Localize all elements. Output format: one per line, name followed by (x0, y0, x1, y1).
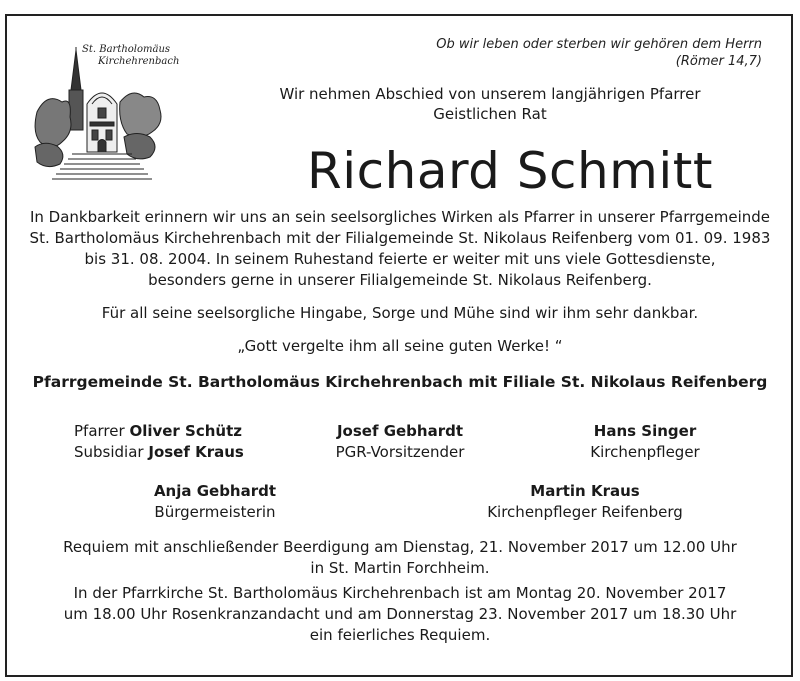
requiem-info (20, 537, 780, 579)
body-line: St. Bartholomäus Kirchehrenbach mit der Filialgemeinde St. Nikolaus Reifenberg vom 01. 09. 1983 (29, 229, 771, 247)
body-line: In Dankbarkeit erinnern wir uns an sein seelsorgliches Wirken als Pfarrer in unserer Pfarrgemeinde (29, 208, 771, 226)
verse-text: Ob wir leben oder sterben wir gehören dem Herrn (436, 37, 762, 52)
signatory-name: Anja Gebhardt (153, 482, 277, 500)
signatory-pgr (320, 421, 480, 463)
parish-name: Pfarrgemeinde St. Bartholomäus Kirchehrenbach mit Filiale St. Nikolaus Reifenberg (32, 373, 768, 391)
signatory-kirchenpfleger (560, 421, 730, 463)
intro-title: Geistlichen Rat (433, 105, 547, 123)
rosary-line: um 18.00 Uhr Rosenkranzandacht und am Donnerstag 23. November 2017 um 18.30 Uhr (63, 605, 737, 623)
logo-title: St. Bartholomäus (82, 44, 171, 55)
logo-subtitle: Kirchehrenbach (98, 56, 180, 67)
thanks-text: Für all seine seelsorgliche Hingabe, Sorge und Mühe sind wir ihm sehr dankbar. (101, 304, 699, 322)
intro-line: Wir nehmen Abschied von unserem langjährigen Pfarrer (279, 85, 701, 103)
signatory-line (74, 421, 244, 442)
deceased-name: Richard Schmitt (307, 142, 713, 200)
signatory-line (74, 442, 244, 463)
signatory-mayor (130, 481, 300, 523)
intro (240, 84, 740, 124)
church-logo (32, 42, 180, 182)
requiem-line: Requiem mit anschließender Beerdigung am Dienstag, 21. November 2017 um 12.00 Uhr (63, 538, 737, 556)
signatory-name: Martin Kraus (530, 482, 640, 500)
body-text (20, 207, 780, 291)
signatory-role: PGR-Vorsitzender (335, 443, 465, 461)
signatory-role: Kirchenpfleger Reifenberg (487, 503, 683, 521)
signatory-name: Hans Singer (593, 422, 697, 440)
rosary-info (20, 583, 780, 646)
body-line: besonders gerne in unserer Filialgemeinde St. Nikolaus Reifenberg. (148, 271, 652, 289)
verse-reference: (Römer 14,7) (675, 54, 762, 69)
signatory-pastor (74, 421, 244, 463)
requiem-line: in St. Martin Forchheim. (310, 559, 490, 577)
rosary-line: In der Pfarrkirche St. Bartholomäus Kirchehrenbach ist am Montag 20. November 2017 (73, 584, 727, 602)
signatory-name: Josef Gebhardt (336, 422, 464, 440)
bible-verse (436, 36, 762, 70)
signatory-role: Bürgermeisterin (154, 503, 276, 521)
signatory-kirchenpfleger-reifenberg (480, 481, 690, 523)
body-line: bis 31. 08. 2004. In seinem Ruhestand feierte er weiter mit uns viele Gottesdienste, (84, 250, 716, 268)
signatory-role: Subsidiar (74, 443, 149, 461)
quote-text: „Gott vergelte ihm all seine guten Werke! “ (237, 337, 563, 355)
signatory-name: Oliver Schütz (129, 422, 242, 440)
rosary-line: ein feierliches Requiem. (309, 626, 491, 644)
signatory-role: Kirchenpfleger (590, 443, 700, 461)
signatory-name: Josef Kraus (148, 443, 244, 461)
signatory-role: Pfarrer (74, 422, 130, 440)
